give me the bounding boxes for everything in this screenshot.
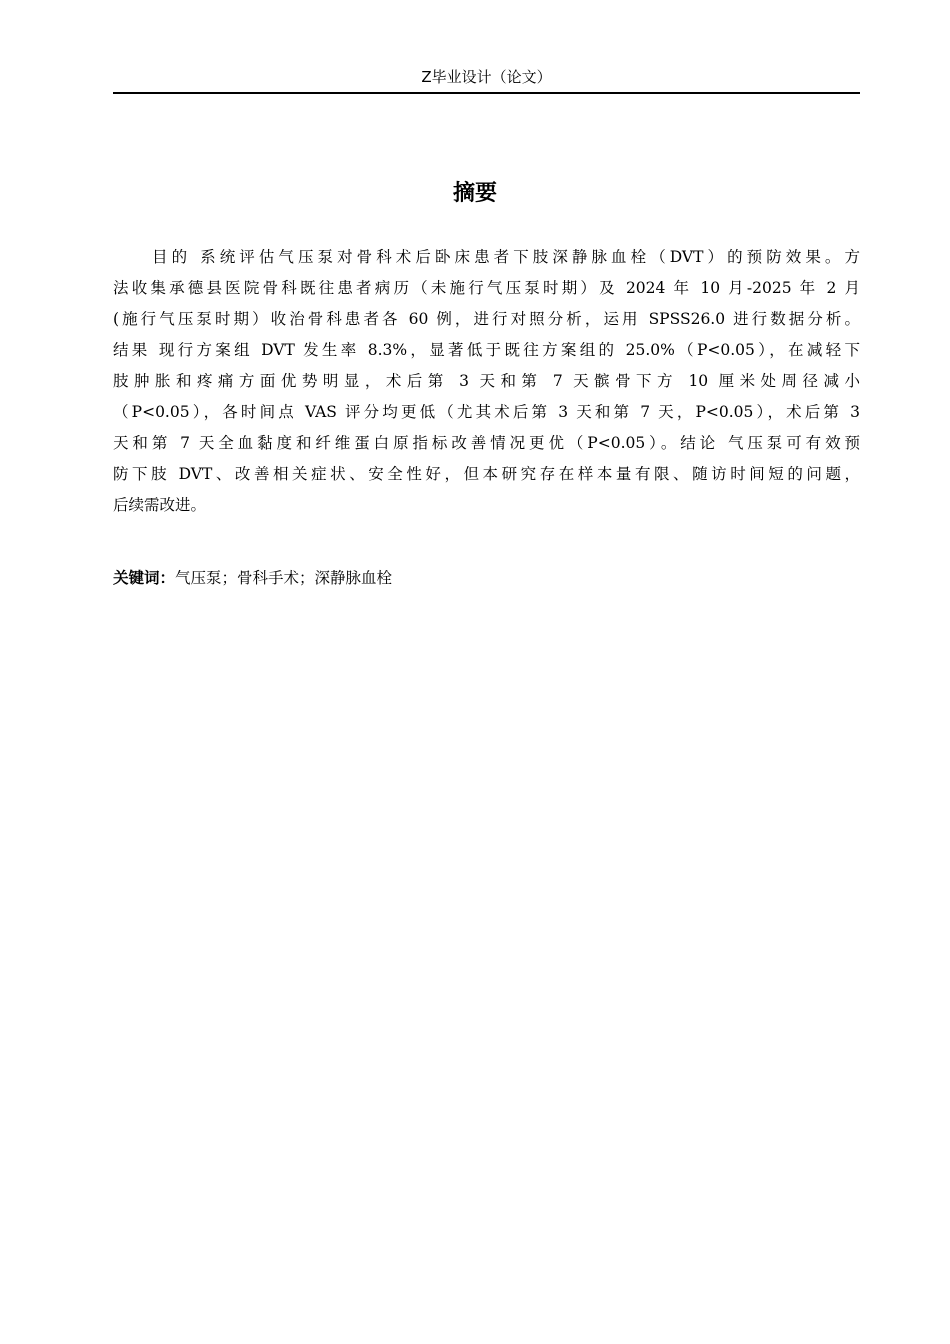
keywords-value: 气压泵；骨科手术；深静脉血栓: [175, 569, 393, 587]
abstract-line: 法收集承德县医院骨科既往患者病历（未施行气压泵时期）及 2024 年 10 月-2025 年 2 月: [113, 279, 860, 297]
abstract-line: （P<0.05），各时间点 VAS 评分均更低（尤其术后第 3 天和第 7 天，P<0.05），术后第 3: [113, 403, 860, 421]
header-text: Z毕业设计（论文）: [421, 68, 552, 86]
abstract-title: 摘要: [452, 181, 497, 206]
keywords-line: [113, 563, 860, 594]
abstract-line: 肢肿胀和疼痛方面优势明显，术后第 3 天和第 7 天髌骨下方 10 厘米处周径减小: [113, 372, 860, 390]
keywords-label: 关键词：: [113, 569, 176, 587]
page-header: [113, 66, 860, 94]
abstract-body: [113, 242, 860, 521]
abstract-line: (施行气压泵时期）收治骨科患者各 60 例，进行对照分析，运用 SPSS26.0 进行数据分析。: [113, 310, 860, 328]
abstract-line: 结果 现行方案组 DVT 发生率 8.3%，显著低于既往方案组的 25.0%（P<0.05），在减轻下: [113, 341, 860, 359]
abstract-line: 后续需改进。: [113, 496, 207, 514]
abstract-line: 天和第 7 天全血黏度和纤维蛋白原指标改善情况更优（P<0.05）。结论 气压泵可有效预: [113, 434, 860, 452]
abstract-line: 目的 系统评估气压泵对骨科术后卧床患者下肢深静脉血栓（DVT）的预防效果。方: [152, 248, 860, 266]
abstract-line: 防下肢 DVT、改善相关症状、安全性好，但本研究存在样本量有限、随访时间短的问题，: [113, 465, 860, 483]
